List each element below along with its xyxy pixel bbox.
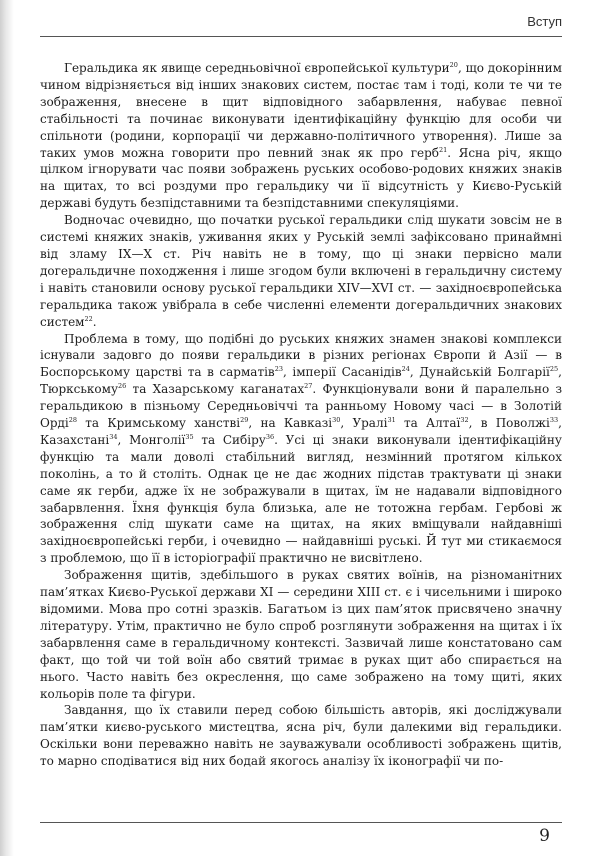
paragraph-text: Водночас очевидно, що початки руської геральдики слід шукати зовсім не в системі княжих знаків, уживання яких у Руській землі зафіксовано принаймні від зламу IX—X ст. Річ навіть не в тому, що ці знаки первісно мали догеральдичне походження і лише згодом були включені в геральдичну систему і навіть становили основу руської геральдики XIV—XVI ст. — західноєвропейська геральдика також увібрала в себе численні елементи догеральдичних знакових систем xyxy=(40,213,562,329)
footnote-ref[interactable]: 20 xyxy=(449,61,458,69)
paragraph-text: Завдання, що їх ставили перед собою більшість авторів, які досліджували пам’ятки києво-руського мистецтва, ясна річ, були далекими від геральдики. Оскільки вони переважно навіть не зауважували особливості зображень щитів, то марно сподіватися від них бодай якогось аналізу їх іконографії чи по- xyxy=(40,703,562,769)
paragraph-text: , Уралі xyxy=(340,416,388,431)
paragraph-text: та Хазарському каганатах xyxy=(126,382,305,397)
footnote-ref[interactable]: 34 xyxy=(109,432,118,441)
paragraph-text: , в Поволжі xyxy=(468,416,550,431)
page-number: 9 xyxy=(539,826,550,846)
paragraph xyxy=(40,60,562,212)
paragraph-text: , імперії Сасанідів xyxy=(282,365,402,380)
paragraph-text: . xyxy=(92,314,97,329)
running-header-title: Вступ xyxy=(527,14,562,29)
footer-rule xyxy=(40,822,562,823)
footnote-ref[interactable]: 32 xyxy=(460,416,469,425)
footnote-ref[interactable]: 29 xyxy=(240,416,249,425)
paragraph xyxy=(40,702,562,770)
paragraph-text: . Ясна річ, якщо цілком ігнорувати час появи зображень руських особово-родових княжих знаків на щитах, то всі роздуми про геральдику чи її відсутність у Києво-Руській державі будуть безпідставними та безпідставними спекуляціями. xyxy=(40,145,562,211)
paragraph-text: Зображення щитів, здебільшого в руках святих воїнів, на різноманітних пам’ятках Києво-Руської держави XI — середини XIII ст. є і чисельними і широко відомими. Мова про сотні зразків. Багатьом із цих пам’яток присвячено значну літературу. Утім, практично не було спроб розглянути зображення на щитах і їх забарвлення саме в геральдичному контексті. Зазвичай лише констатовано сам факт, що той чи той воїн або святий тримає в руках щит або спирається на нього. Часто навіть без окреслення, що саме зображено на тому щиті, яких кольорів поле та фігури. xyxy=(40,568,562,701)
running-header xyxy=(40,10,562,36)
paragraph-text: та Кримському ханстві xyxy=(77,416,241,431)
footnote-ref[interactable]: 28 xyxy=(68,416,78,425)
footnote-ref[interactable]: 25 xyxy=(549,365,559,374)
paragraph-text: , на Кавказі xyxy=(248,416,333,431)
footnote-ref[interactable]: 35 xyxy=(185,432,194,441)
paragraph-text: , Дунайській Болгарії xyxy=(409,365,550,380)
body-text xyxy=(40,60,562,770)
footnote-ref[interactable]: 36 xyxy=(265,432,275,441)
footnote-ref[interactable]: 22 xyxy=(84,314,93,323)
paragraph-text: , Монголії xyxy=(117,432,186,447)
paragraph-text: , Тюркському xyxy=(40,365,562,397)
paragraph-text: , Казахстані xyxy=(40,416,562,447)
footnote-ref[interactable]: 23 xyxy=(274,365,283,374)
paragraph xyxy=(40,331,562,568)
paragraph xyxy=(40,567,562,702)
footnote-ref[interactable]: 33 xyxy=(549,416,559,425)
footnote-ref[interactable]: 31 xyxy=(387,416,396,425)
footnote-ref[interactable]: 27 xyxy=(304,382,313,391)
footnote-ref[interactable]: 21 xyxy=(439,145,448,154)
page-binding-shadow xyxy=(0,0,14,856)
paragraph-text: . Функціонували вони й паралельно з геральдикою в пізньому Середньовіччі та ранньому Новому часі — в Золотій Орді xyxy=(40,382,562,431)
paragraph xyxy=(40,212,562,330)
footnote-ref[interactable]: 24 xyxy=(401,365,410,374)
paragraph-text: та Алтаї xyxy=(395,416,461,431)
paragraph-text: . Усі ці знаки виконували ідентифікаційну функцію та мали доволі стабільний вигляд, незмінний протягом кількох поколінь, а то й століть. Однак це не дає жодних підстав трактувати ці знаки саме як герби, адже їх не зображували в щитах, їм не надавали відповідного забарвлення. Їхня функція була близька, але не тотожна гербам. Гербові ж зображення слід шукати саме на щитах, на яких вміщували найдавніші західноєвропейські герби, і очевидно — найдавніші руські. Й тут ми стикаємося з проблемою, що її в історіографії практично не висвітлено. xyxy=(40,432,562,566)
header-rule xyxy=(40,36,562,37)
paragraph-text: Геральдика як явище середньовічної європейської культури xyxy=(64,61,450,75)
paragraph-text: та Сибіру xyxy=(193,432,266,447)
paragraph-text: Проблема в тому, що подібні до руських княжих знамен знакові комплекси існували задовго до появи геральдики в різних регіонах Європи й Азії — в Боспорському царстві та в сарматів xyxy=(40,331,562,380)
footnote-ref[interactable]: 26 xyxy=(118,382,127,391)
paragraph-text: , що докорінним чином відрізняється від інших знакових систем, постає там і тоді, коли те чи те зображення, внесене в щит відповідного забарвлення, набуває певної стабільності та починає виконувати ідентифікаційну функцію для особи чи спільноти (родини, корпорації чи державно-політичного утворення). Лише за таких умов можна говорити про певний знак як про герб xyxy=(40,61,562,160)
footnote-ref[interactable]: 30 xyxy=(332,416,341,425)
